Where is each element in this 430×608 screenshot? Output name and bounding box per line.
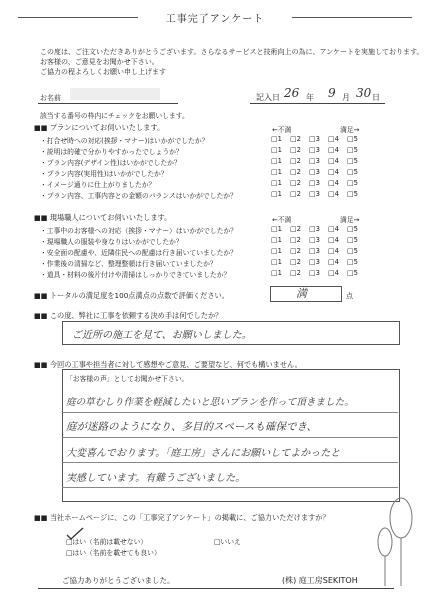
site-question-1: ・工事中のお客様への対応（挨拶・マナー）はいかがでしたか？ bbox=[40, 227, 238, 235]
plan-q6-rating-4[interactable]: □4 bbox=[328, 190, 340, 198]
name-label: お名前 bbox=[40, 94, 61, 102]
site-q5-rating-1[interactable]: □1 bbox=[271, 269, 283, 277]
site-q4-rating-2[interactable]: □2 bbox=[290, 258, 302, 266]
site-question-3: ・安全面の配慮や、近隣住民への配慮は行き届いていましたか？ bbox=[40, 249, 237, 257]
footer-thanks: ご協力ありがとうございました。 bbox=[62, 576, 175, 585]
site-q5-rating-2[interactable]: □2 bbox=[290, 269, 302, 277]
redacted-name bbox=[70, 88, 160, 100]
plan-heading: ■■ プランについてお伺いいたします。 bbox=[34, 123, 165, 132]
site-q3-rating-1[interactable]: □1 bbox=[271, 247, 283, 255]
total-score-value: 満 bbox=[296, 287, 307, 300]
plan-question-4: ・プラン内容(実用性)はいかがでしたか？ bbox=[40, 170, 168, 178]
plan-question-1: ・打合せ時への対応(挨拶・マナー)はいかがでしたか？ bbox=[40, 137, 209, 145]
site-q1-rating-2[interactable]: □2 bbox=[290, 225, 302, 233]
site-q1-rating-5[interactable]: □5 bbox=[347, 225, 359, 233]
plan-q4-rating-4[interactable]: □4 bbox=[328, 168, 340, 176]
voice-label: ■■ 今回の工事や担当者に対して感想やご意見、ご要望など、何でも構いません。 bbox=[34, 360, 302, 369]
date-day: 30 bbox=[356, 86, 372, 100]
voice-line-2: 庭が迷路のようになり、多目的スペースも確保でき、 bbox=[66, 421, 318, 433]
site-q1-rating-1[interactable]: □1 bbox=[271, 225, 283, 233]
plan-q4-rating-3[interactable]: □3 bbox=[309, 168, 321, 176]
date-label: 記入日 bbox=[256, 93, 280, 102]
plan-q1-rating-3[interactable]: □3 bbox=[309, 135, 321, 143]
plan-q1-rating-4[interactable]: □4 bbox=[328, 135, 340, 143]
form-title: 工事完了アンケート bbox=[165, 14, 265, 25]
decision-label: ■■ この度、弊社に工事を依頼する決め手は何でしたか？ bbox=[34, 311, 223, 320]
site-q2-rating-5[interactable]: □5 bbox=[347, 236, 359, 244]
site-heading: ■■ 現場職人についてお伺いいたします。 bbox=[34, 213, 172, 222]
intro-line-3: ご協力の程よろしくお願い申し上げます bbox=[40, 68, 166, 76]
intro-line-1: この度は、ご注文いただきありがとうございます。さらなるサービスと技術向上の為に、アンケートを実施しております。 bbox=[40, 48, 424, 56]
plan-q5-rating-2[interactable]: □2 bbox=[290, 179, 302, 187]
site-q4-rating-3[interactable]: □3 bbox=[309, 258, 321, 266]
plan-q5-rating-3[interactable]: □3 bbox=[309, 179, 321, 187]
site-q5-rating-5[interactable]: □5 bbox=[347, 269, 359, 277]
intro-text bbox=[40, 47, 423, 77]
site-question-5: ・道具・材料の後片付けや清掃はしっかりできていましたか？ bbox=[40, 271, 231, 279]
plan-q5-rating-5[interactable]: □5 bbox=[347, 179, 359, 187]
plan-q4-rating-1[interactable]: □1 bbox=[271, 168, 283, 176]
plan-question-6: ・プラン内容、工事内容との金額のバランスはいかがでしたか？ bbox=[40, 192, 237, 200]
plan-q3-rating-3[interactable]: □3 bbox=[309, 157, 321, 165]
voice-line-1: 庭の草むしり作業を軽減したいと思いプランを作って頂きました。 bbox=[66, 397, 354, 408]
site-q3-rating-5[interactable]: □5 bbox=[347, 247, 359, 255]
plan-q6-rating-3[interactable]: □3 bbox=[309, 190, 321, 198]
voice-sublabel: 「お客様の声」としてお聞かせ下さい。 bbox=[66, 375, 189, 383]
total-label: ■■ トータルの満足度を100点満点の点数で評価ください。 bbox=[34, 291, 229, 300]
site-q2-rating-1[interactable]: □1 bbox=[271, 236, 283, 244]
plan-q3-rating-1[interactable]: □1 bbox=[271, 157, 283, 165]
plan-question-5: ・イメージ通りに仕上がりましたか？ bbox=[40, 181, 156, 189]
publish-option-no[interactable]: □いいえ bbox=[214, 538, 241, 546]
site-question-2: ・現場職人の服装や身なりはいかがでしたか？ bbox=[40, 238, 183, 246]
site-q4-rating-5[interactable]: □5 bbox=[347, 258, 359, 266]
plan-q4-rating-5[interactable]: □5 bbox=[347, 168, 359, 176]
plan-q1-rating-5[interactable]: □5 bbox=[347, 135, 359, 143]
site-scale-low: ←不満 bbox=[272, 216, 292, 224]
site-q1-rating-3[interactable]: □3 bbox=[309, 225, 321, 233]
plan-q3-rating-5[interactable]: □5 bbox=[347, 157, 359, 165]
publish-option-yes-named[interactable]: □はい（名前を載せても良い） bbox=[66, 549, 161, 557]
plan-q6-rating-2[interactable]: □2 bbox=[290, 190, 302, 198]
publish-option-yes-anonymous[interactable]: □はい（名前は載せない） bbox=[66, 538, 148, 546]
voice-line-3: 大変喜んでおります。「庭工房」さんにお願いしてよかったと bbox=[66, 448, 341, 459]
site-q4-rating-1[interactable]: □1 bbox=[271, 258, 283, 266]
date-year: 26 bbox=[284, 86, 300, 100]
plan-question-2: ・説明は的確で分かりやすかったでしょうか？ bbox=[40, 148, 183, 156]
total-unit: 点 bbox=[346, 292, 353, 300]
site-q1-rating-4[interactable]: □4 bbox=[328, 225, 340, 233]
date-year-unit: 年 bbox=[306, 93, 314, 102]
date-month-unit: 月 bbox=[342, 93, 350, 102]
plan-scale-high: 満足→ bbox=[340, 126, 360, 134]
site-q3-rating-3[interactable]: □3 bbox=[309, 247, 321, 255]
checkmark-icon bbox=[64, 526, 86, 542]
date-underline bbox=[250, 103, 385, 104]
site-q2-rating-4[interactable]: □4 bbox=[328, 236, 340, 244]
plan-q1-rating-2[interactable]: □2 bbox=[290, 135, 302, 143]
plan-q2-rating-5[interactable]: □5 bbox=[347, 146, 359, 154]
site-q3-rating-4[interactable]: □4 bbox=[328, 247, 340, 255]
intro-line-2: お客様の、ご意見をお聞かせ下さい。 bbox=[40, 58, 159, 66]
site-q4-rating-4[interactable]: □4 bbox=[328, 258, 340, 266]
plan-q3-rating-2[interactable]: □2 bbox=[290, 157, 302, 165]
plan-q2-rating-1[interactable]: □1 bbox=[271, 146, 283, 154]
site-scale-high: 満足→ bbox=[340, 216, 360, 224]
date-day-unit: 日 bbox=[372, 93, 380, 102]
plan-q6-rating-1[interactable]: □1 bbox=[271, 190, 283, 198]
plan-q5-rating-4[interactable]: □4 bbox=[328, 179, 340, 187]
plan-q3-rating-4[interactable]: □4 bbox=[328, 157, 340, 165]
date-month: 9 bbox=[328, 86, 336, 100]
instruction: 該当する番号の枠内にチェックをお願いします。 bbox=[40, 112, 189, 120]
site-q2-rating-3[interactable]: □3 bbox=[309, 236, 321, 244]
site-question-4: ・作業後の清掃など、整理整頓は行き届いていましたか？ bbox=[40, 260, 217, 268]
plan-question-3: ・プラン内容(デザイン性)はいかがでしたか？ bbox=[40, 159, 181, 167]
plan-q2-rating-4[interactable]: □4 bbox=[328, 146, 340, 154]
site-q3-rating-2[interactable]: □2 bbox=[290, 247, 302, 255]
site-q5-rating-4[interactable]: □4 bbox=[328, 269, 340, 277]
plan-q4-rating-2[interactable]: □2 bbox=[290, 168, 302, 176]
plan-q2-rating-2[interactable]: □2 bbox=[290, 146, 302, 154]
footer-company: (株) 庭工房SEKITOH bbox=[282, 576, 358, 585]
decision-answer: ご近所の施工を見て、お願いしました。 bbox=[72, 330, 252, 341]
plan-q5-rating-1[interactable]: □1 bbox=[271, 179, 283, 187]
plan-q1-rating-1[interactable]: □1 bbox=[271, 135, 283, 143]
site-q2-rating-2[interactable]: □2 bbox=[290, 236, 302, 244]
name-underline bbox=[38, 103, 178, 104]
voice-line-4: 実感しています。有難うございました。 bbox=[66, 473, 246, 484]
plan-scale-low: ←不満 bbox=[272, 126, 292, 134]
site-q5-rating-3[interactable]: □3 bbox=[309, 269, 321, 277]
plan-q6-rating-5[interactable]: □5 bbox=[347, 190, 359, 198]
tree-logo-icon bbox=[372, 496, 416, 588]
publish-label: ■■ 当社ホームページに、この「工事完了アンケート」の掲載に、ご協力いただけますか？ bbox=[34, 513, 330, 522]
plan-q2-rating-3[interactable]: □3 bbox=[309, 146, 321, 154]
